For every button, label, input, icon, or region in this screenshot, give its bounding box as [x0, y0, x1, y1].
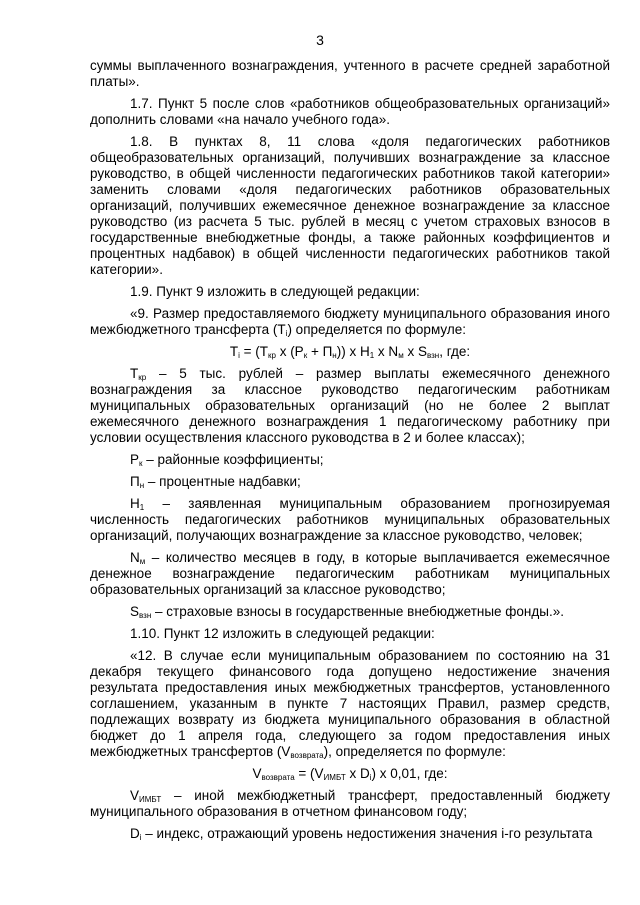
definition-tkr: [90, 366, 610, 446]
paragraph-12-intro: [90, 648, 610, 760]
definition-text: – количество месяцев в году, в которые выплачивается ежемесячное денежное вознаграждение педагогическим работникам муниципальных образовательных организаций за классное руководство;: [90, 550, 610, 597]
subscript: i: [285, 329, 288, 338]
symbol: N: [130, 550, 140, 565]
subscript: 1: [139, 503, 145, 512]
subscript: к: [139, 459, 143, 468]
formula-subscript: взн: [426, 351, 440, 360]
subscript: кр: [138, 373, 147, 382]
definition-text: – иной межбюджетный трансферт, предоставленный бюджету муниципального образования в отчетном финансовом году;: [90, 788, 610, 819]
definition-text: – 5 тыс. рублей – размер выплаты ежемесячного денежного вознаграждения за классное руководство педагогическим работникам муниципальных образовательных организаций (но не более 2 выплат ежемесячного денежного вознаграждения 1 педагогическому работнику при условии осуществления классного руководства в 2 и более классах);: [90, 366, 610, 445]
definition-text: – процентные надбавки;: [144, 474, 301, 489]
paragraph-1-9: 1.9. Пункт 9 изложить в следующей редакции:: [130, 284, 420, 299]
formula-subscript: i: [369, 773, 372, 782]
paragraph-continuation: суммы выплаченного вознаграждения, учтенного в расчете средней заработной платы».: [90, 58, 610, 89]
definition-pk: [90, 452, 610, 468]
paragraph-9-intro: [90, 306, 610, 338]
definition-text: – страховые взносы в государственные внебюджетные фонды.».: [151, 604, 564, 619]
formula-subscript: м: [398, 351, 404, 360]
formula-part: V: [252, 766, 262, 781]
formula-subscript: возврата: [261, 773, 295, 782]
definition-di: [90, 826, 610, 842]
formula-subscript: к: [303, 351, 308, 360]
formula-subscript: кр: [267, 351, 276, 360]
formula-part: + П: [307, 344, 333, 359]
page-number: 3: [316, 32, 324, 48]
symbol: T: [130, 366, 139, 381]
formula-part: , где:: [439, 344, 471, 359]
definition-text: – районные коэффициенты;: [142, 452, 324, 467]
subscript: возврата: [290, 751, 324, 760]
definition-pn: [90, 474, 610, 490]
formula-part: )) x H: [336, 344, 370, 359]
document-body: [90, 58, 610, 848]
formula-part: = (T: [239, 344, 268, 359]
subscript: взн: [139, 611, 152, 620]
formula-transfer: [90, 344, 610, 360]
paragraph-1-8: 1.8. В пунктах 8, 11 слова «доля педагогических работников общеобразовательных организаций, получивших вознаграждение за классное руководство, в общей численности педагогических работников такой категории» заменить словами «доля педагогических работников образовательных организаций, получивших ежемесячное денежное вознаграждение за классное руководство (из расчета 5 тыс. рублей в месяц с учетом страховых взносов в государственные внебюджетные фонды, а также районных коэффициентов и процентных надбавок) в общей численности педагогических работников такой категории».: [90, 134, 610, 277]
symbol: П: [130, 474, 140, 489]
text: «9. Размер предоставляемого бюджету муниципального образования иного межбюджетного трансферта (T: [90, 306, 610, 337]
definition-text: – заявленная муниципальным образованием прогнозируемая численность педагогических работников муниципальных образовательных организаций, получающих вознаграждение за классное руководство, человек;: [90, 496, 610, 543]
paragraph-1-7: 1.7. Пункт 5 после слов «работников общеобразовательных организаций» дополнить словами «на начало учебного года».: [90, 96, 610, 127]
formula-part: T: [229, 344, 239, 359]
subscript: i: [139, 833, 142, 842]
formula-return: [90, 766, 610, 782]
symbol: H: [130, 496, 140, 511]
paragraph-1-10: 1.10. Пункт 12 изложить в следующей редакции:: [130, 626, 435, 641]
formula-subscript: 1: [369, 351, 375, 360]
definition-h1: [90, 496, 610, 544]
formula-subscript: н: [332, 351, 337, 360]
text: ), определяется по формуле:: [323, 744, 506, 759]
definition-text: – индекс, отражающий уровень недостижения значения i-го результата: [141, 826, 593, 841]
formula-subscript: i: [238, 351, 240, 360]
text: ) определяется по формуле:: [287, 322, 466, 337]
symbol: D: [130, 826, 140, 841]
formula-part: x S: [403, 344, 427, 359]
formula-part: x N: [374, 344, 399, 359]
definition-vimbt: [90, 788, 610, 820]
subscript: н: [139, 481, 145, 490]
definition-svzn: [90, 604, 610, 620]
text: «12. В случае если муниципальным образованием по состоянию на 31 декабря текущего финансового года допущено недостижение значения результата предоставления иных межбюджетных трансфертов, установленного соглашением, указанным в пункте 7 настоящих Правил, размер средств, подлежащих возврату из бюджета муниципального образования в областной бюджет до 1 апреля года, следующего за годом предоставления иных межбюджетных трансфертов (V: [90, 648, 610, 759]
symbol: S: [130, 604, 140, 619]
formula-part: = (V: [294, 766, 324, 781]
symbol: V: [130, 788, 140, 803]
subscript: ИМБТ: [139, 795, 162, 804]
formula-subscript: ИМБТ: [323, 773, 346, 782]
symbol: P: [130, 452, 140, 467]
formula-part: x (P: [275, 344, 304, 359]
definition-nm: [90, 550, 610, 598]
formula-part: ) x 0,01, где:: [371, 766, 448, 781]
formula-part: x D: [345, 766, 370, 781]
subscript: м: [139, 557, 146, 566]
